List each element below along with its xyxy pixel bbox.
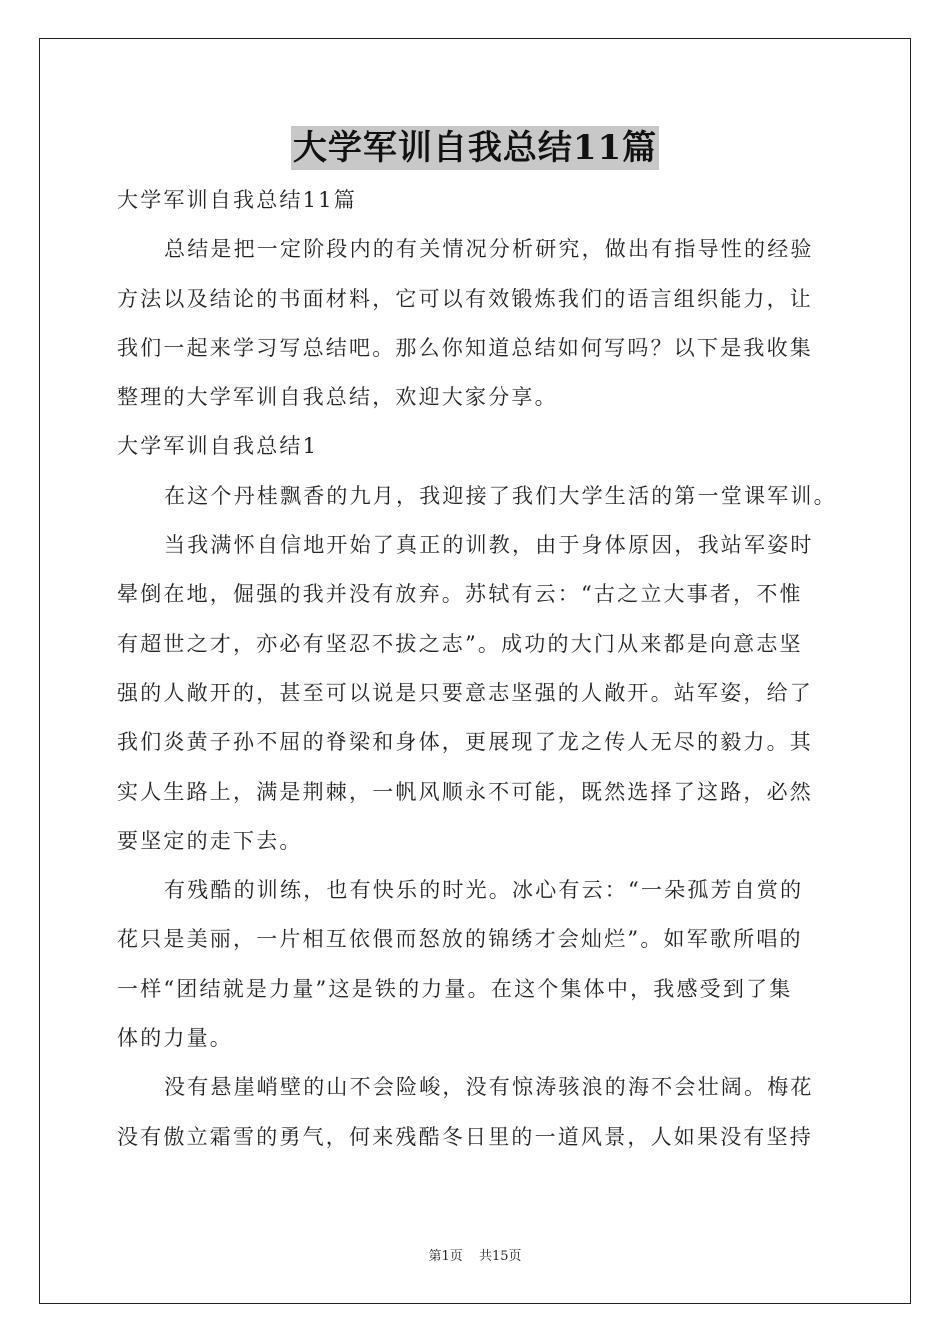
page-number: 第1页 bbox=[428, 1249, 463, 1264]
text-line: 我们一起来学习写总结吧。那么你知道总结如何写吗？以下是我收集 bbox=[117, 335, 813, 360]
text-line: 没有傲立霜雪的勇气，何来残酷冬日里的一道风景，人如果没有坚持 bbox=[117, 1124, 813, 1149]
page-total: 共15页 bbox=[478, 1249, 522, 1264]
text-line: 大学军训自我总结11篇 bbox=[117, 188, 357, 212]
document-body bbox=[117, 176, 837, 1162]
text-line: 晕倒在地，倔强的我并没有放弃。苏轼有云：“古之立大事者，不惟 bbox=[117, 582, 803, 607]
text-line: 当我满怀自信地开始了真正的训教，由于身体原因，我站军姿时 bbox=[164, 533, 814, 558]
text-line: 要坚定的走下去。 bbox=[117, 828, 303, 853]
text-line: 我们炎黄子孙不屈的脊梁和身体，更展现了龙之传人无尽的毅力。其 bbox=[117, 730, 813, 755]
page-footer bbox=[0, 1245, 950, 1264]
title-container bbox=[0, 126, 950, 170]
text-line: 强的人敞开的，甚至可以说是只要意志坚强的人敞开。站军姿，给了 bbox=[117, 680, 813, 705]
document-title: 大学军训自我总结11篇 bbox=[292, 128, 658, 168]
text-line: 花只是美丽，一片相互依偎而怒放的锦绣才会灿烂”。如军歌所唱的 bbox=[117, 927, 803, 952]
text-line: 总结是把一定阶段内的有关情况分析研究，做出有指导性的经验 bbox=[164, 237, 814, 262]
text-line: 一样“团结就是力量”这是铁的力量。在这个集体中，我感受到了集 bbox=[117, 976, 793, 1001]
text-line: 没有悬崖峭壁的山不会险峻，没有惊涛骇浪的海不会壮阔。梅花 bbox=[164, 1075, 814, 1100]
text-line: 整理的大学军训自我总结，欢迎大家分享。 bbox=[117, 385, 558, 410]
text-line: 有残酷的训练，也有快乐的时光。冰心有云：“一朵孤芳自赏的 bbox=[164, 878, 804, 903]
text-line: 体的力量。 bbox=[117, 1026, 233, 1051]
text-line: 实人生路上，满是荆棘，一帆风顺永不可能，既然选择了这路，必然 bbox=[117, 779, 813, 804]
text-line: 大学军训自我总结1 bbox=[117, 434, 319, 459]
text-line: 有超世之才，亦必有坚忍不拔之志”。成功的大门从来都是向意志坚 bbox=[117, 631, 803, 656]
text-line: 在这个丹桂飘香的九月，我迎接了我们大学生活的第一堂课军训。 bbox=[164, 483, 837, 508]
text-line: 方法以及结论的书面材料，它可以有效锻炼我们的语言组织能力，让 bbox=[117, 286, 813, 311]
